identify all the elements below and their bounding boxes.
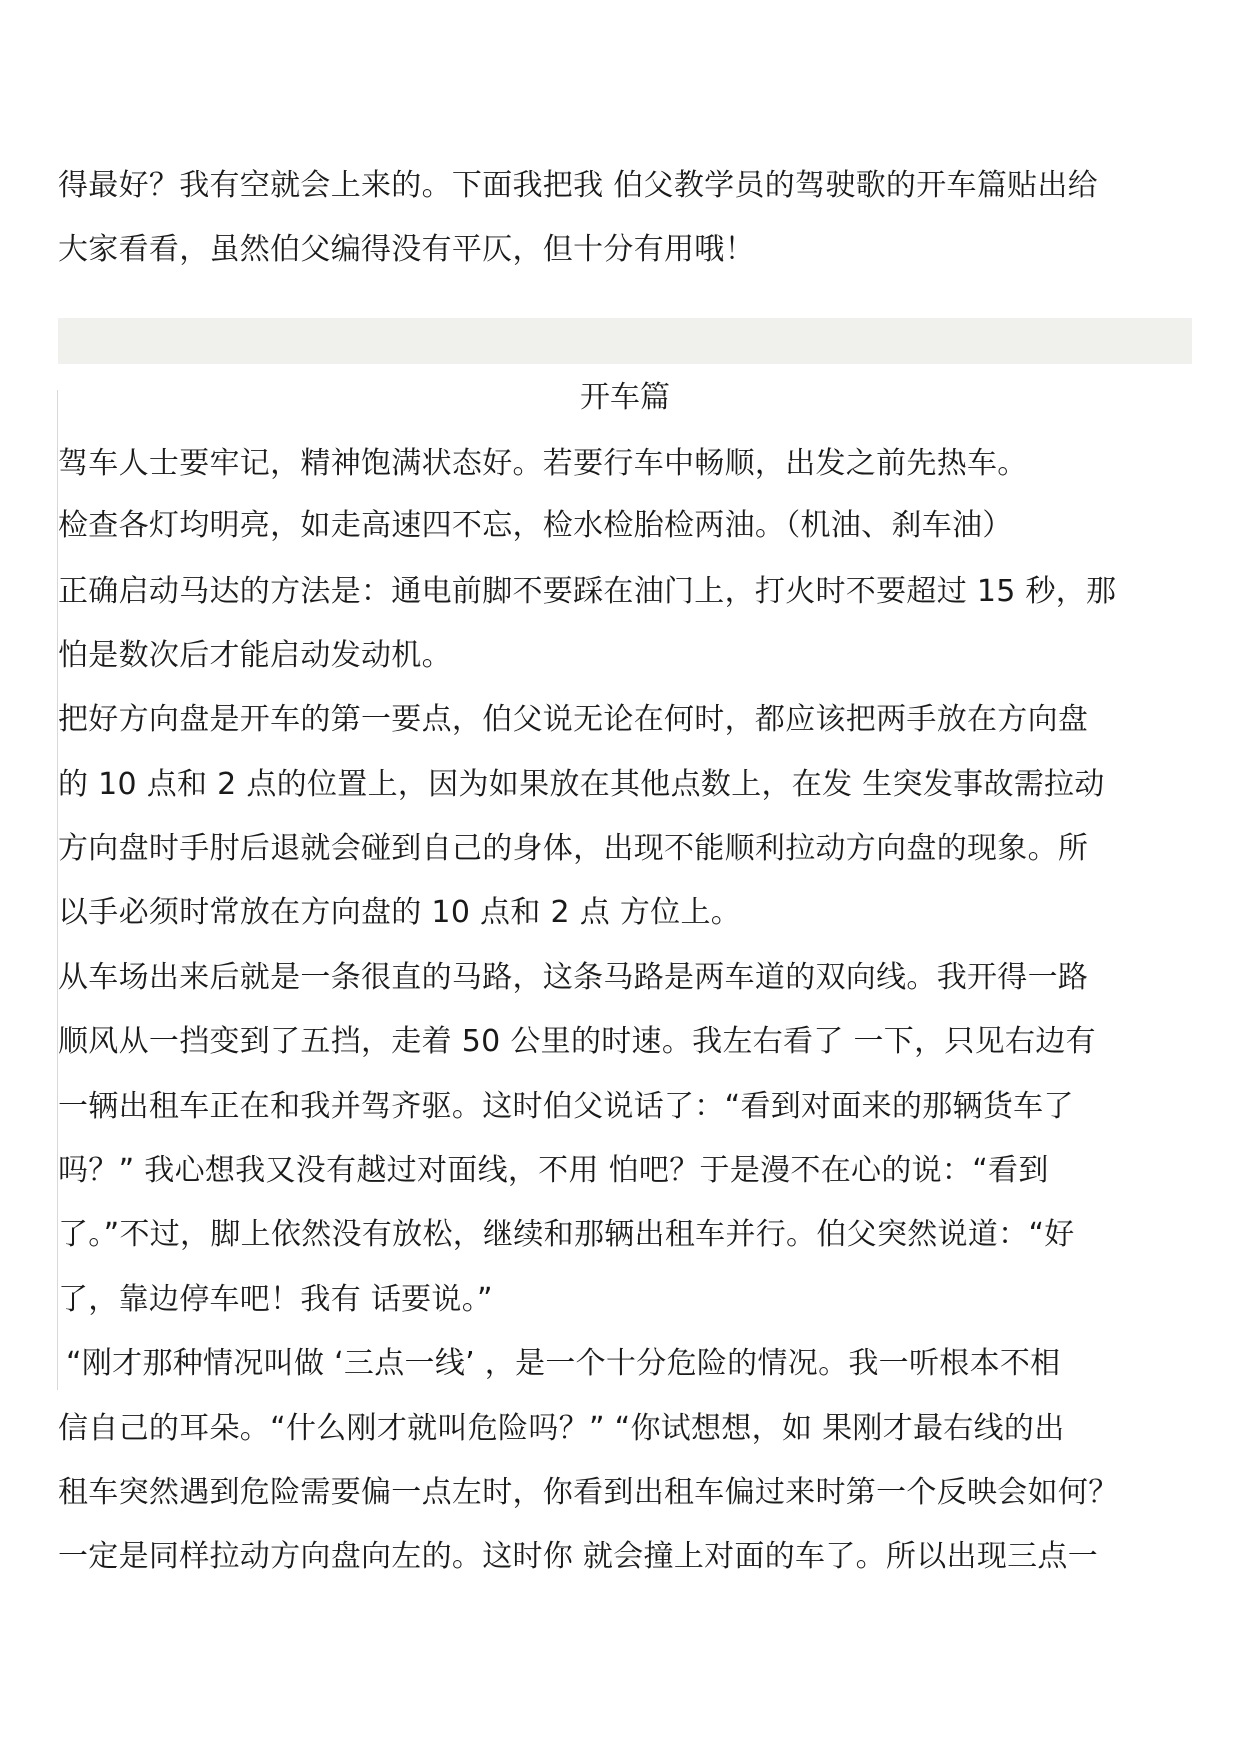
- body-line-17: 租车突然遇到危险需要偏一点左时，你看到出租车偏过来时第一个反映会如何？: [58, 1475, 1119, 1510]
- body-line-5: 把好方向盘是开车的第一要点，伯父说无论在何时，都应该把两手放在方向盘: [58, 702, 1089, 737]
- body-line-1: 驾车人士要牢记，精神饱满状态好。若要行车中畅顺，出发之前先热车。: [58, 446, 1028, 481]
- section-divider-band: [58, 318, 1192, 364]
- body-line-9: 从车场出来后就是一条很直的马路，这条马路是两车道的双向线。我开得一路: [58, 960, 1089, 995]
- body-line-10: 顺风从一挡变到了五挡，走着 50 公里的时速。我左右看了 一下，只见右边有: [58, 1024, 1096, 1059]
- body-line-7: 方向盘时手肘后退就会碰到自己的身体，出现不能顺利拉动方向盘的现象。所: [58, 831, 1089, 866]
- body-line-14: 了，靠边停车吧！我有 话要说。”: [58, 1282, 493, 1317]
- body-line-3: 正确启动马达的方法是：通电前脚不要踩在油门上，打火时不要超过 15 秒，那: [58, 574, 1117, 609]
- body-line-12: 吗？” 我心想我又没有越过对面线，不用 怕吧？于是漫不在心的说：“看到: [58, 1153, 1049, 1188]
- body-line-4: 怕是数次后才能启动发动机。: [58, 638, 452, 673]
- intro-line-1: 得最好？我有空就会上来的。下面我把我 伯父教学员的驾驶歌的开车篇贴出给: [58, 168, 1099, 203]
- document-page: [58, 0, 1192, 1754]
- body-line-16: 信自己的耳朵。“什么刚才就叫危险吗？” “你试想想，如 果刚才最右线的出: [58, 1411, 1065, 1446]
- body-line-8: 以手必须时常放在方向盘的 10 点和 2 点 方位上。: [58, 895, 742, 930]
- body-line-13: 了。”不过，脚上依然没有放松，继续和那辆出租车并行。伯父突然说道：“好: [58, 1217, 1075, 1252]
- body-line-15: “刚才那种情况叫做 ‘三点一线’ ，是一个十分危险的情况。我一听根本不相: [66, 1346, 1061, 1381]
- section-title: 开车篇: [580, 380, 670, 415]
- body-line-2: 检查各灯均明亮，如走高速四不忘，检水检胎检两油。（机油、刹车油）: [58, 508, 1013, 543]
- body-line-18: 一定是同样拉动方向盘向左的。这时你 就会撞上对面的车了。所以出现三点一: [58, 1539, 1099, 1574]
- intro-line-2: 大家看看，虽然伯父编得没有平仄，但十分有用哦！: [58, 232, 755, 267]
- body-line-6: 的 10 点和 2 点的位置上，因为如果放在其他点数上，在发 生突发事故需拉动: [58, 767, 1105, 802]
- body-line-11: 一辆出租车正在和我并驾齐驱。这时伯父说话了：“看到对面来的那辆货车了: [58, 1089, 1074, 1124]
